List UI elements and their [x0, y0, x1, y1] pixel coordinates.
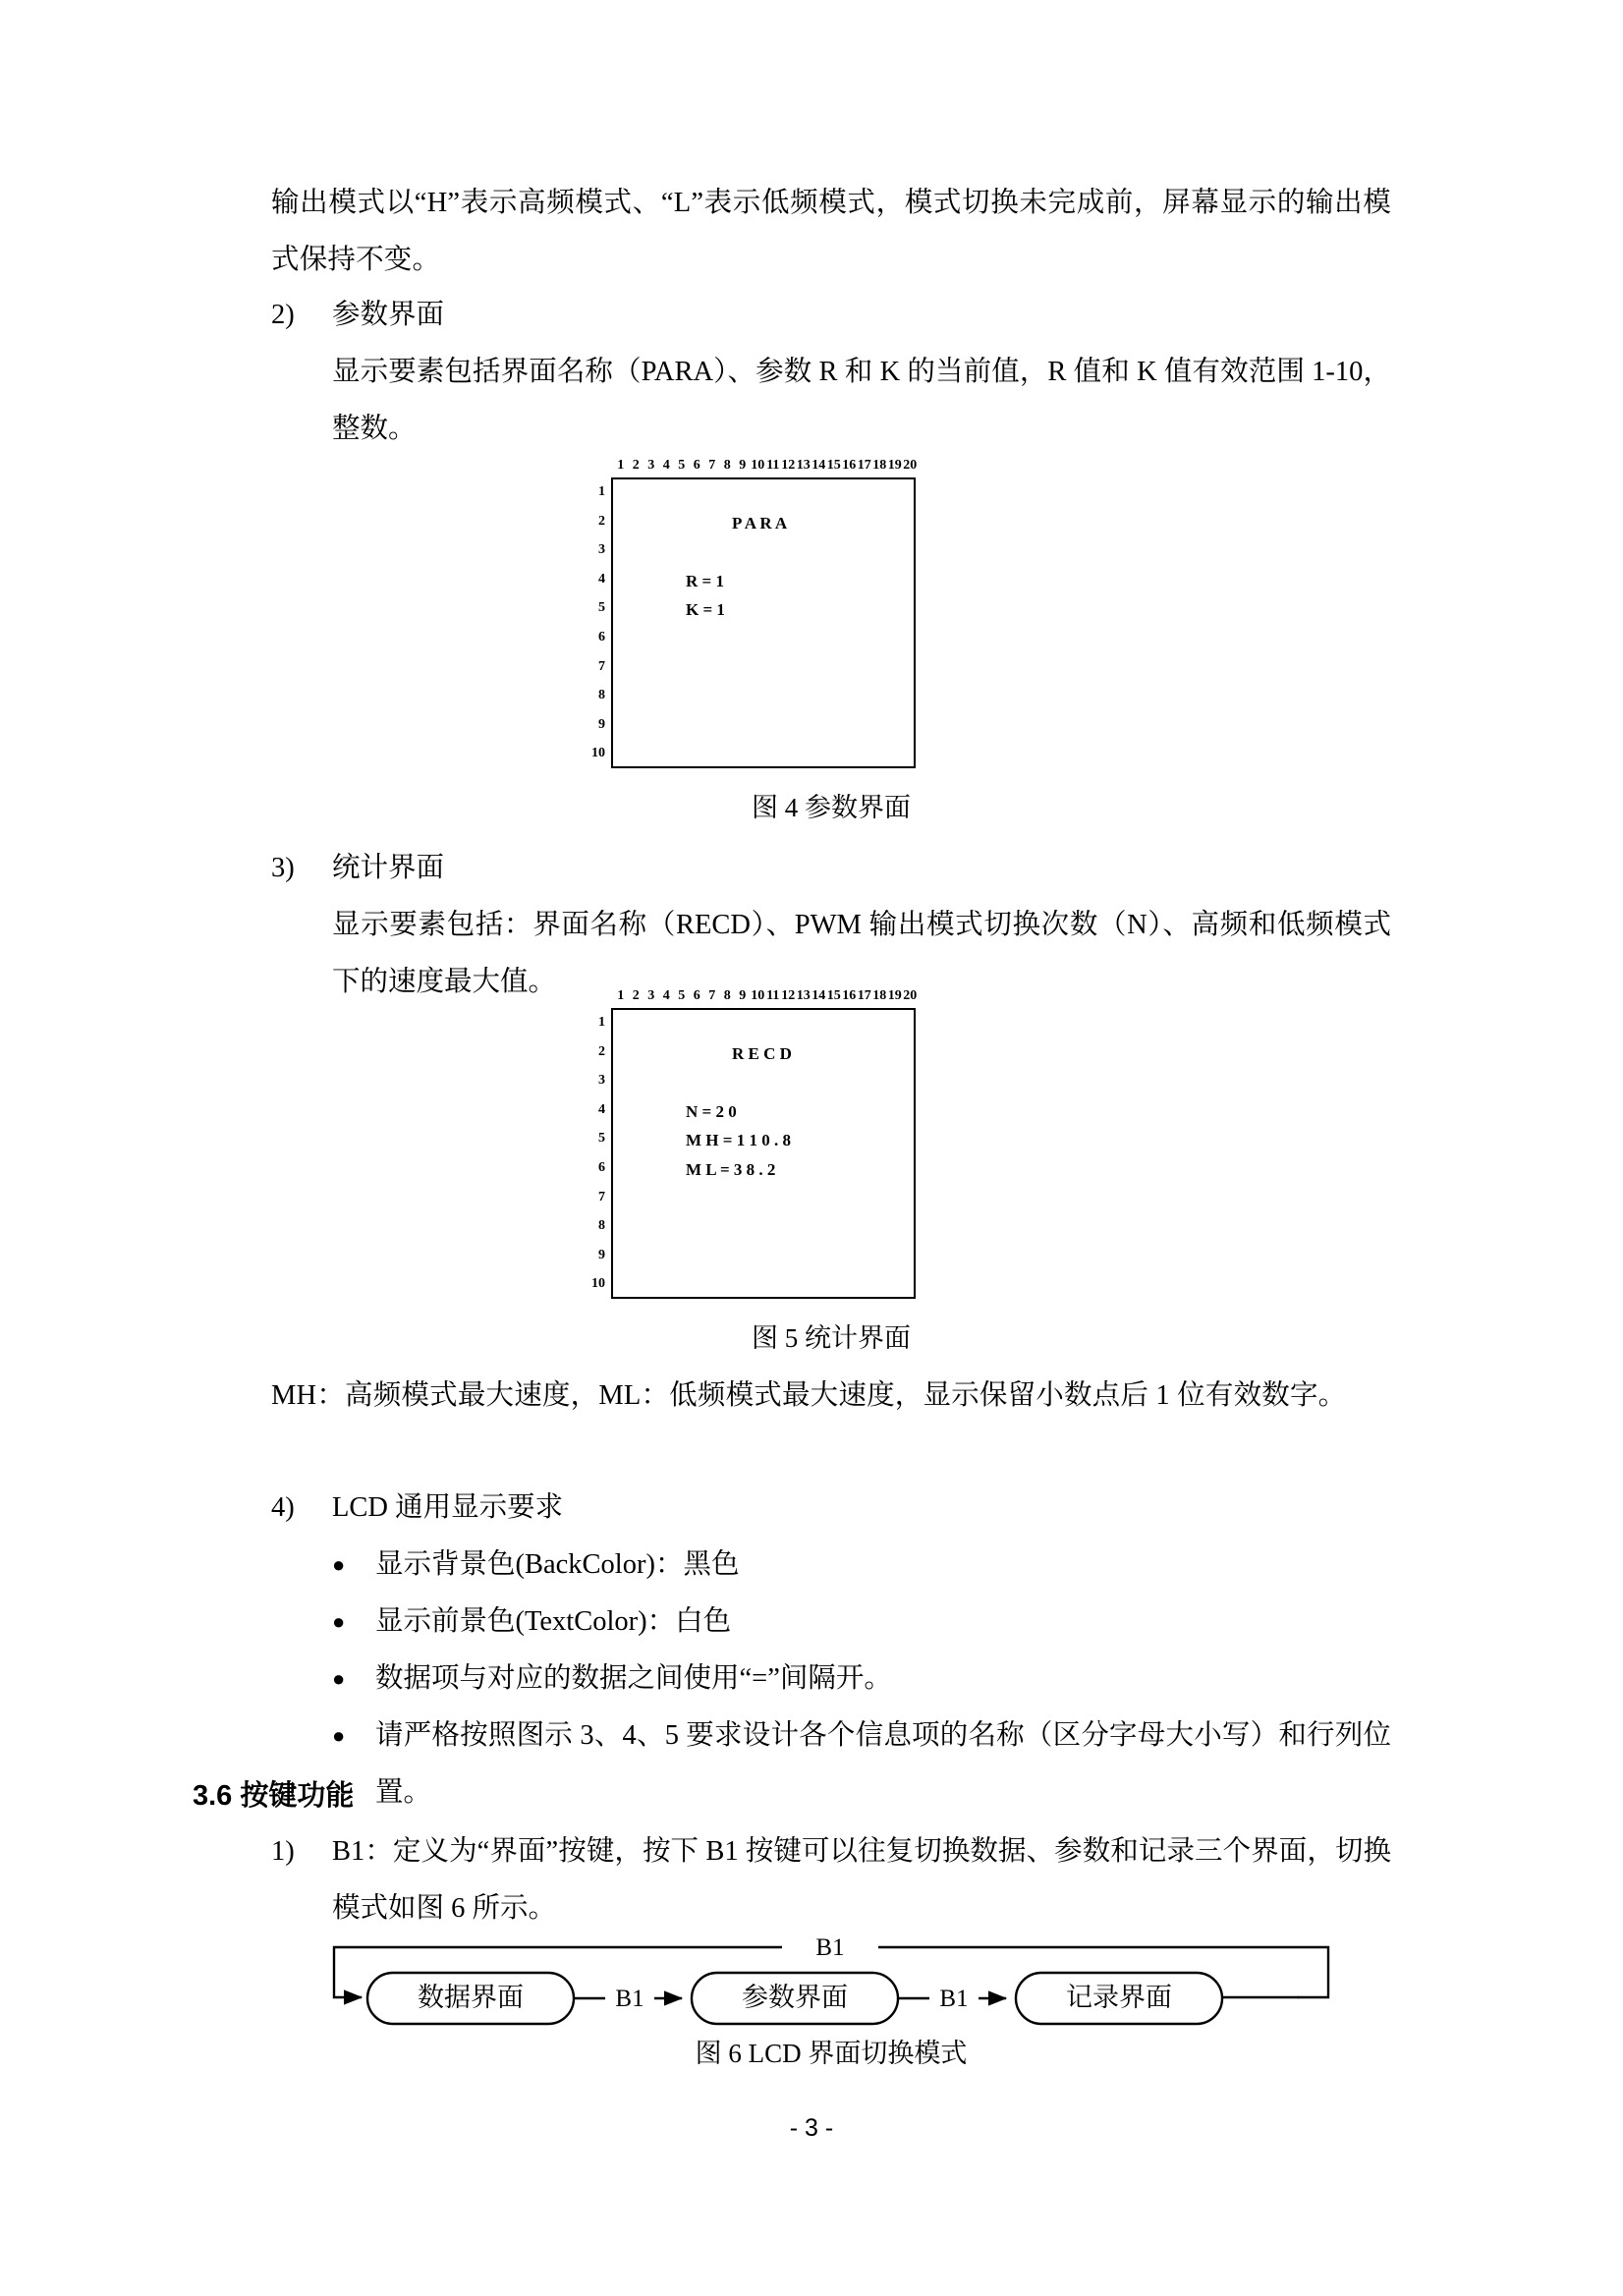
row-tick: 6 — [598, 1159, 605, 1175]
lcd-line-k-value: K = 1 — [686, 600, 725, 620]
section-4-marker: 4) — [271, 1492, 295, 1523]
row-tick: 2 — [598, 1043, 605, 1059]
mh-ml-note: MH：高频模式最大速度，ML：低频模式最大速度，显示保留小数点后 1 位有效数字。 — [271, 1380, 1347, 1411]
figure-4-caption: 图 4 参数界面 — [752, 793, 911, 822]
figure-4-caption-block — [271, 786, 1391, 829]
col-tick: 13 — [796, 988, 811, 1003]
lcd-line-ml-value: M L = 3 8 . 2 — [686, 1160, 776, 1179]
row-tick: 6 — [598, 629, 605, 644]
col-tick: 18 — [872, 988, 887, 1003]
lcd-requirement-text: 显示前景色(TextColor)：白色 — [375, 1606, 732, 1637]
section-3-title: 统计界面 — [332, 853, 445, 883]
para-lcd-screen — [611, 477, 916, 768]
lcd-requirement-item — [332, 1537, 1391, 1594]
section-2-marker: 2) — [271, 300, 295, 330]
row-tick: 10 — [591, 746, 605, 761]
intro-paragraph: 输出模式以“H”表示高频模式、“L”表示低频模式，模式切换未完成前，屏幕显示的输出模式保持不变。 — [271, 188, 1391, 275]
row-tick: 9 — [598, 1247, 605, 1262]
row-tick: 3 — [598, 1073, 605, 1089]
col-tick: 10 — [751, 458, 765, 473]
bullet-icon: ● — [332, 1552, 346, 1577]
para-screen-column-ruler — [613, 458, 918, 477]
col-tick: 2 — [632, 458, 640, 473]
col-tick: 2 — [632, 988, 640, 1003]
col-tick: 3 — [647, 458, 655, 473]
section-3-6-heading-block — [193, 1768, 1391, 1823]
col-tick: 9 — [739, 988, 747, 1003]
figure-5-caption-block — [271, 1316, 1391, 1360]
col-tick: 16 — [842, 458, 857, 473]
section-2-title: 参数界面 — [332, 300, 445, 330]
col-tick: 6 — [693, 458, 700, 473]
flow-loop-label: B1 — [815, 1934, 845, 1961]
row-tick: 8 — [598, 688, 605, 703]
section-para-interface — [271, 287, 1391, 458]
flow-node-label-para: 参数界面 — [742, 1983, 848, 2012]
para-screen-row-ruler — [580, 477, 605, 768]
col-tick: 12 — [781, 988, 796, 1003]
section-b1-key — [271, 1823, 1391, 1937]
row-tick: 4 — [598, 1101, 605, 1117]
flow-diagram-svg — [271, 1926, 1391, 2040]
col-tick: 8 — [723, 988, 731, 1003]
section-b1-row — [271, 1823, 1391, 1937]
col-tick: 20 — [903, 988, 918, 1003]
bullet-icon: ● — [332, 1609, 346, 1634]
col-tick: 11 — [766, 988, 780, 1003]
flow-edge-1-label: B1 — [615, 1986, 644, 2012]
col-tick: 4 — [662, 988, 670, 1003]
col-tick: 12 — [781, 458, 796, 473]
lcd-line-mh-value: M H = 1 1 0 . 8 — [686, 1131, 791, 1150]
flow-node-label-data: 数据界面 — [418, 1983, 524, 2012]
row-tick: 7 — [598, 1189, 605, 1204]
col-tick: 5 — [678, 458, 686, 473]
row-tick: 10 — [591, 1276, 605, 1292]
col-tick: 13 — [796, 458, 811, 473]
recd-screen-column-ruler — [613, 988, 918, 1008]
figure-6-caption-block — [271, 2032, 1391, 2075]
flow-node-label-record: 记录界面 — [1066, 1983, 1172, 2012]
lcd-requirement-text: 数据项与对应的数据之间使用“=”间隔开。 — [375, 1663, 892, 1694]
section-b1-marker: 1) — [271, 1836, 295, 1867]
lcd-line-title: P A R A — [732, 513, 788, 532]
col-tick: 14 — [812, 458, 826, 473]
bullet-icon: ● — [332, 1723, 346, 1748]
figure-6-caption: 图 6 LCD 界面切换模式 — [695, 2039, 968, 2068]
flow-edge-2-label: B1 — [939, 1986, 969, 2012]
row-tick: 2 — [598, 513, 605, 529]
section-4-title: LCD 通用显示要求 — [332, 1492, 564, 1523]
mh-ml-note-block — [271, 1368, 1391, 1425]
recd-lcd-screen — [611, 1008, 916, 1299]
figure-5-caption: 图 5 统计界面 — [752, 1323, 911, 1353]
row-tick: 8 — [598, 1218, 605, 1234]
section-2-body: 显示要素包括界面名称（PARA）、参数 R 和 K 的当前值，R 值和 K 值有效范围 1-10，整数。 — [332, 357, 1391, 444]
intro-paragraph-block — [271, 175, 1391, 289]
col-tick: 15 — [826, 458, 841, 473]
col-tick: 17 — [857, 458, 871, 473]
col-tick: 11 — [766, 458, 780, 473]
row-tick: 7 — [598, 658, 605, 674]
col-tick: 6 — [693, 988, 700, 1003]
col-tick: 3 — [647, 988, 655, 1003]
section-4-title-row — [271, 1480, 1391, 1537]
col-tick: 7 — [708, 988, 716, 1003]
col-tick: 1 — [617, 458, 625, 473]
lcd-line-title: R E C D — [732, 1043, 792, 1063]
lcd-requirement-item — [332, 1594, 1391, 1651]
row-tick: 5 — [598, 1131, 605, 1147]
row-tick: 1 — [598, 1015, 605, 1030]
col-tick: 10 — [751, 988, 765, 1003]
figure-recd-screen — [580, 988, 923, 1303]
col-tick: 8 — [723, 458, 731, 473]
figure-flow-diagram — [271, 1926, 1391, 2044]
section-b1-body: B1：定义为“界面”按键，按下 B1 按键可以往复切换数据、参数和记录三个界面，切换模式如图 6 所示。 — [332, 1836, 1391, 1924]
col-tick: 15 — [826, 988, 841, 1003]
col-tick: 17 — [857, 988, 871, 1003]
section-3-title-row — [271, 840, 1391, 897]
row-tick: 1 — [598, 484, 605, 499]
section-2-title-row — [271, 287, 1391, 344]
row-tick: 5 — [598, 600, 605, 616]
section-3-body: 显示要素包括：界面名称（RECD）、PWM 输出模式切换次数（N）、高频和低频模式下的速度最大值。 — [332, 910, 1391, 997]
col-tick: 20 — [903, 458, 918, 473]
row-tick: 4 — [598, 571, 605, 587]
col-tick: 1 — [617, 988, 625, 1003]
row-tick: 9 — [598, 716, 605, 732]
section-recd-interface — [271, 840, 1391, 1011]
recd-screen-row-ruler — [580, 1008, 605, 1299]
col-tick: 7 — [708, 458, 716, 473]
col-tick: 19 — [887, 988, 902, 1003]
col-tick: 18 — [872, 458, 887, 473]
figure-para-screen — [580, 458, 923, 772]
bullet-icon: ● — [332, 1666, 346, 1691]
lcd-requirement-text: 请严格按照图示 3、4、5 要求设计各个信息项的名称（区分字母大小写）和行列位置。 — [375, 1720, 1391, 1808]
lcd-line-r-value: R = 1 — [686, 571, 724, 590]
row-tick: 3 — [598, 542, 605, 558]
section-3-6-heading: 3.6 按键功能 — [193, 1780, 355, 1812]
lcd-line-n-value: N = 2 0 — [686, 1101, 737, 1121]
col-tick: 4 — [662, 458, 670, 473]
page-number: - 3 - — [789, 2114, 834, 2142]
col-tick: 14 — [812, 988, 826, 1003]
lcd-requirement-item — [332, 1651, 1391, 1708]
col-tick: 19 — [887, 458, 902, 473]
col-tick: 16 — [842, 988, 857, 1003]
col-tick: 5 — [678, 988, 686, 1003]
lcd-requirement-text: 显示背景色(BackColor)：黑色 — [375, 1549, 740, 1580]
col-tick: 9 — [739, 458, 747, 473]
section-3-marker: 3) — [271, 853, 295, 883]
section-2-body-row — [271, 344, 1391, 458]
